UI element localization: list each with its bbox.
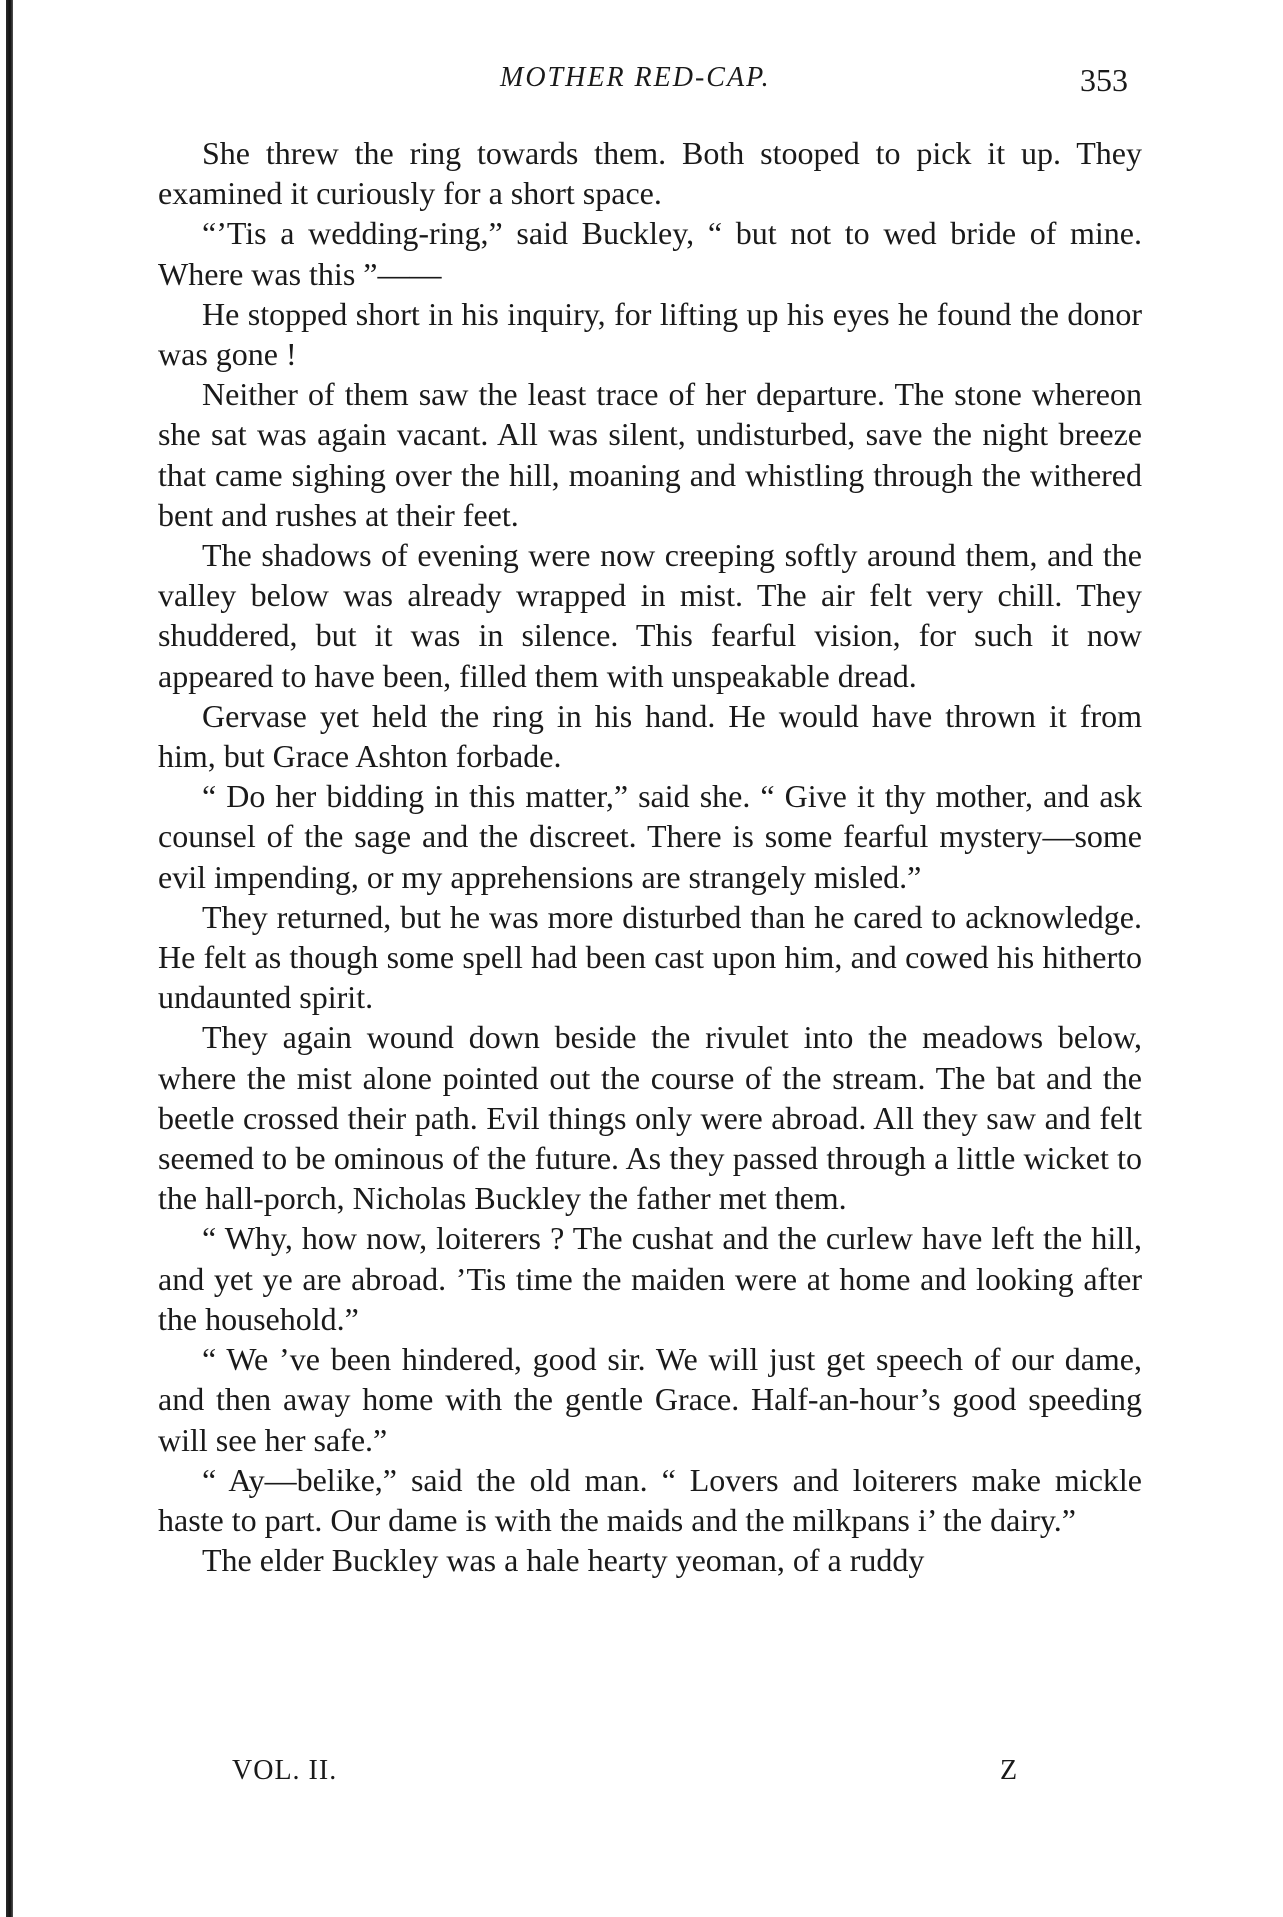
paragraph: Gervase yet held the ring in his hand. He would have thrown it from him, but Grace Ashton forbade. [158,697,1142,775]
body-text [158,133,1142,1580]
signature-mark: Z [1000,1755,1018,1786]
paragraph: “ Why, how now, loiterers ? The cushat and the curlew have left the hill, and yet ye are abroad. ’Tis time the maiden were at home and looking after the household.” [158,1220,1142,1337]
paragraph: “’Tis a wedding-ring,” said Buckley, “ but not to wed bride of mine. Where was this ”—— [158,215,1142,292]
paragraph: She threw the ring towards them. Both stooped to pick it up. They examined it curiously for a short space. [158,135,1142,212]
paragraph: “ We ’ve been hindered, good sir. We will just get speech of our dame, and then away home with the gentle Grace. Half-an-hour’s good speeding will see her safe.” [158,1341,1142,1458]
running-title: MOTHER RED-CAP. [500,62,771,93]
paragraph: “ Do her bidding in this matter,” said she. “ Give it thy mother, and ask counsel of the sage and the discreet. There is some fearful mystery—some evil impending, or my apprehensions are strangely misled.” [158,778,1142,895]
paragraph: Neither of them saw the least trace of her departure. The stone whereon she sat was again vacant. All was silent, undisturbed, save the night breeze that came sighing over the hill, moaning and whistling through the withered bent and rushes at their feet. [158,376,1142,533]
page-number: 353 [1080,62,1128,98]
paragraph: They again wound down beside the rivulet into the meadows below, where the mist alone pointed out the course of the stream. The bat and the beetle crossed their path. Evil things only were abroad. All they saw and felt seemed to be ominous of the future. As they passed through a little wicket to the hall-porch, Nicholas Buckley the father met them. [158,1019,1142,1217]
paragraph: “ Ay—belike,” said the old man. “ Lovers and loiterers make mickle haste to part. Our dame is with the maids and the milkpans i’ the dairy.” [158,1461,1142,1538]
paragraph: They returned, but he was more disturbed than he cared to acknowledge. He felt as though some spell had been cast upon him, and cowed his hitherto undaunted spirit. [158,898,1142,1016]
paragraph: The shadows of evening were now creeping softly around them, and the valley below was already wrapped in mist. The air felt very chill. They shuddered, but it was in silence. This fearful vision, for such it now appeared to have been, filled them with unspeakable dread. [158,537,1142,694]
paragraph: The elder Buckley was a hale hearty yeoman, of a ruddy [202,1542,925,1579]
paragraph: He stopped short in his inquiry, for lifting up his eyes he found the donor was gone ! [158,295,1142,373]
book-spine-edge [6,0,13,1917]
volume-label: VOL. II. [232,1755,338,1786]
